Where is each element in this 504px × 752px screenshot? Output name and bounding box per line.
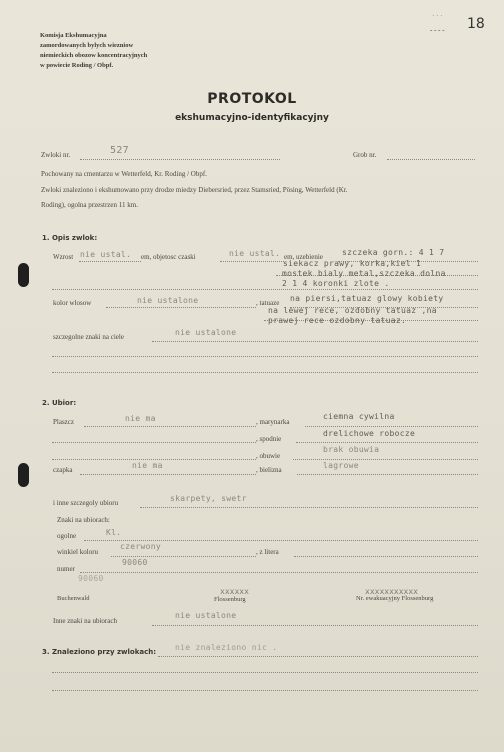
litera-line xyxy=(294,556,478,557)
czapka-label: czapka xyxy=(53,466,73,474)
page-number: 18 xyxy=(467,16,485,32)
znaki-ciele-label: szczegolne znaki na ciele xyxy=(53,333,124,341)
litera-label: , z litera xyxy=(256,548,279,556)
bielizna-line xyxy=(297,474,478,475)
zwloki-value: 527 xyxy=(110,145,129,156)
section-3-line xyxy=(158,656,478,657)
uzebienie-value-4: 2 1 4 koronki zlote . xyxy=(282,279,390,288)
spodnie-label: , spodnie xyxy=(256,435,282,443)
tatuaze-value-3: prawej rece ozdobny tatuaz. xyxy=(268,316,407,325)
ogolne-label: ogolne xyxy=(57,532,77,540)
znaleziono-line-2: Roding), ogolna przestrzen 11 km. xyxy=(41,201,138,209)
winkiel-line xyxy=(111,556,256,557)
tatuaze-value-2: na lewej rece, ozdobny tatuaz ,na xyxy=(268,306,437,315)
objetosc-line xyxy=(220,261,284,262)
znaki-ciele-line xyxy=(152,341,478,342)
znaki-ciele-value: nie ustalone xyxy=(175,328,237,337)
flossenburg-label: Flossenburg xyxy=(214,596,246,603)
tatuaze-value-1: na piersi,tatuaz glowy kobiety xyxy=(290,294,444,303)
zwloki-line xyxy=(80,159,280,160)
header-line-4: w powiecie Roding / Obpf. xyxy=(40,62,114,69)
obuwie-blank-line xyxy=(52,459,256,460)
spodnie-line xyxy=(296,442,478,443)
punch-hole-bottom xyxy=(18,463,29,487)
marynarka-line xyxy=(305,426,478,427)
header-line-1: Komisja Ekshumacyjna xyxy=(40,32,107,39)
section-1-title: 1. Opis zwlok: xyxy=(42,234,98,242)
nr-ewak-value: xxxxxxxxxxx xyxy=(365,587,418,596)
objetosc-label: em, objetosc czaski xyxy=(141,253,196,261)
section-3-title: 3. Znaleziono przy zwlokach: xyxy=(42,648,157,656)
inne-szczegoly-label: i inne szczegoly ubioru xyxy=(53,499,119,507)
zwloki-label: Zwloki nr. xyxy=(41,151,71,159)
uzebienie-value-3: mostek bialy metal,szczeka dolna xyxy=(282,269,446,278)
marynarka-label: , marynarka xyxy=(256,418,290,426)
numer-value-1: 90060 xyxy=(122,558,148,567)
ogolne-value: Kl. xyxy=(106,528,122,537)
plaszcz-blank-line xyxy=(52,442,256,443)
page-title: PROTOKOL xyxy=(207,91,297,107)
opis-blank-line-2 xyxy=(52,372,478,373)
marynarka-value: ciemna cywilna xyxy=(323,412,395,421)
kolor-line xyxy=(106,307,256,308)
corner-marks: · · · xyxy=(432,12,443,20)
plaszcz-label: Plaszcz xyxy=(53,418,74,426)
header-line-3: niemieckich obozow koncentracyjnych xyxy=(40,52,148,59)
uzebienie-value-1: szczeka gorn.: 4 1 7 xyxy=(342,248,445,257)
section-3-value: nie znaleziono nic . xyxy=(175,643,278,652)
section-3-blank-line-1 xyxy=(52,672,478,673)
czapka-value: nie ma xyxy=(132,461,163,470)
numer-label: numer xyxy=(57,565,75,573)
grob-label: Grob nr. xyxy=(353,151,377,159)
winkiel-label: winkiel koloru xyxy=(57,548,99,556)
objetosc-value: nie ustal. xyxy=(229,249,281,258)
plaszcz-value: nie ma xyxy=(125,414,156,423)
inne-szczegoly-value: skarpety, swetr xyxy=(170,494,247,503)
kolor-value: nie ustalone xyxy=(137,296,199,305)
winkiel-value: czerwony xyxy=(120,542,161,551)
wzrost-line xyxy=(79,261,141,262)
numer-line xyxy=(80,572,478,573)
wzrost-value: nie ustal. xyxy=(80,250,132,259)
czapka-line xyxy=(80,474,256,475)
znaleziono-line-1: Zwloki znaleziono i ekshumowano przy drodze miedzy Diebersried, przez Stamsried, Pösing, Wetterfeld (Kr. xyxy=(41,186,348,194)
section-3-blank-line-2 xyxy=(52,690,478,691)
section-2-title: 2. Ubior: xyxy=(42,399,77,407)
corner-dashes: - - - - xyxy=(430,26,445,34)
plaszcz-line xyxy=(84,426,256,427)
header-commission xyxy=(40,31,147,71)
numer-value-2: 90060 xyxy=(78,574,104,583)
inne-znaki-value: nie ustalone xyxy=(175,611,237,620)
bielizna-label: , bielizna xyxy=(256,466,282,474)
pochowany-text: Pochowany na cmentarzu w Wetterfeld, Kr. Roding / Obpf. xyxy=(41,170,207,178)
header-line-2: zamordowanych bylych wiezniow xyxy=(40,42,134,49)
kolor-label: kolor wlosow xyxy=(53,299,92,307)
punch-hole-top xyxy=(18,263,29,287)
spodnie-value: drelichowe robocze xyxy=(323,429,416,438)
obuwie-value: brak obuwia xyxy=(323,445,380,454)
inne-znaki-line xyxy=(152,625,478,626)
grob-line xyxy=(387,159,475,160)
opis-blank-line-1 xyxy=(52,356,478,357)
flossenburg-value: xxxxxx xyxy=(220,587,249,596)
uzebienie-value-2: siekacz prawy, korka,kiel 1 xyxy=(283,259,422,268)
inne-szczegoly-line xyxy=(140,507,478,508)
inne-znaki-label: Inne znaki na ubiorach xyxy=(53,617,117,625)
tatuaze-label: , tatuaze xyxy=(256,299,280,307)
nr-ewak-label: Nr. ewakuacyjny Flossenburg xyxy=(356,595,434,602)
obuwie-line xyxy=(293,459,478,460)
opis-line-extra xyxy=(52,289,478,290)
znaki-ubior-label: Znaki na ubiorach: xyxy=(57,516,110,524)
ogolne-line xyxy=(84,540,478,541)
obuwie-label: , obuwie xyxy=(256,452,281,460)
buchenwald-label: Buchenwald xyxy=(57,595,90,602)
bielizna-value: lagrowe xyxy=(323,461,359,470)
page-subtitle: ekshumacyjno-identyfikacyjny xyxy=(175,113,329,123)
wzrost-label: Wzrost xyxy=(53,253,74,261)
uzebienie-label: em, uzebienie xyxy=(284,253,323,261)
